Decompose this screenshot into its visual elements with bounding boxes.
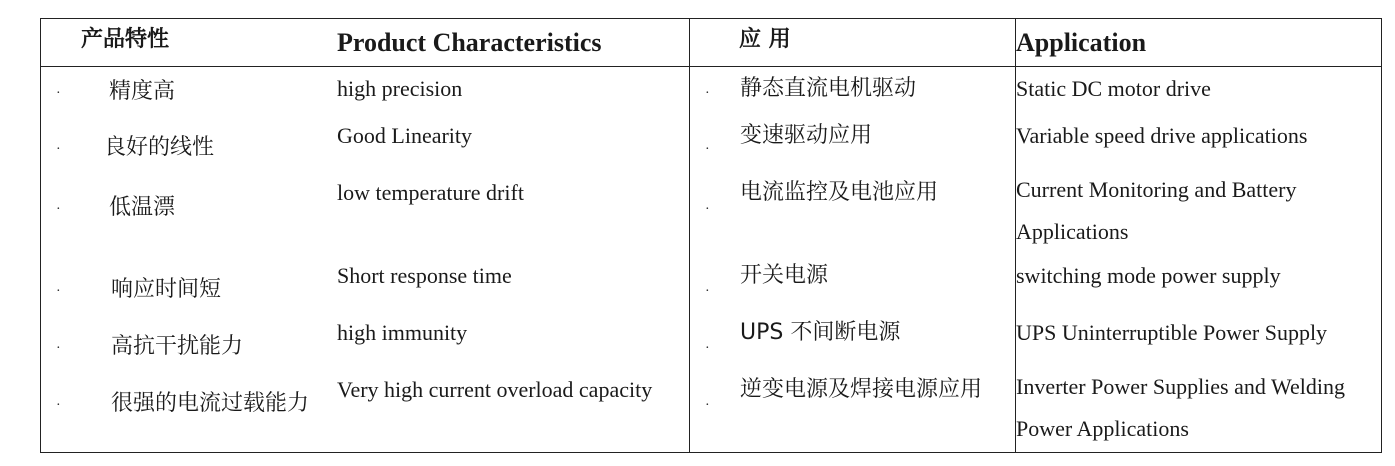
feature-cn: 低温漂 (109, 195, 176, 220)
application-bullet: · (705, 284, 710, 299)
application-cn: 静态直流电机驱动 (740, 76, 917, 101)
application-en: Static DC motor drive (1016, 76, 1211, 101)
application-bullet: · (705, 86, 710, 101)
header-applications-cn: 应 用 (739, 27, 791, 52)
header-features-en: Product Characteristics (337, 28, 602, 57)
features-applications-table (40, 18, 1382, 453)
feature-bullet: · (56, 142, 61, 157)
application-bullet: · (705, 398, 710, 413)
header-features-cn: 产品特性 (81, 27, 170, 52)
feature-bullet: · (56, 284, 61, 299)
feature-cn: 很强的电流过载能力 (111, 391, 310, 416)
application-en: Variable speed drive applications (1016, 123, 1308, 148)
feature-en: high immunity (337, 320, 468, 345)
application-cn: 开关电源 (740, 263, 829, 288)
feature-en: Very high current overload capacity (337, 377, 653, 402)
feature-en: low temperature drift (337, 180, 524, 205)
feature-cn: 精度高 (109, 79, 176, 104)
feature-bullet: · (56, 398, 61, 413)
header-applications-en: Application (1016, 28, 1147, 57)
header-underline (41, 66, 1381, 67)
application-bullet: · (705, 202, 710, 217)
application-en: Inverter Power Supplies and Welding Power Applications (1016, 374, 1345, 441)
feature-en: Short response time (337, 263, 512, 288)
application-bullet: · (705, 341, 710, 356)
feature-cn: 响应时间短 (111, 277, 222, 302)
feature-cn: 高抗干扰能力 (111, 334, 244, 359)
application-cn: 逆变电源及焊接电源应用 (740, 377, 983, 402)
application-en: Current Monitoring and Battery Applications (1016, 177, 1297, 244)
application-cn: UPS 不间断电源 (740, 320, 901, 345)
application-cn: 电流监控及电池应用 (740, 180, 939, 205)
feature-en: high precision (337, 76, 463, 101)
feature-bullet: · (56, 86, 61, 101)
application-en: switching mode power supply (1016, 263, 1281, 288)
application-bullet: · (705, 142, 710, 157)
feature-bullet: · (56, 341, 61, 356)
column-divider-middle (689, 19, 690, 452)
application-en: UPS Uninterruptible Power Supply (1016, 320, 1328, 345)
feature-en: Good Linearity (337, 123, 473, 148)
feature-cn: 良好的线性 (104, 135, 215, 160)
application-cn: 变速驱动应用 (740, 123, 873, 148)
feature-bullet: · (56, 202, 61, 217)
